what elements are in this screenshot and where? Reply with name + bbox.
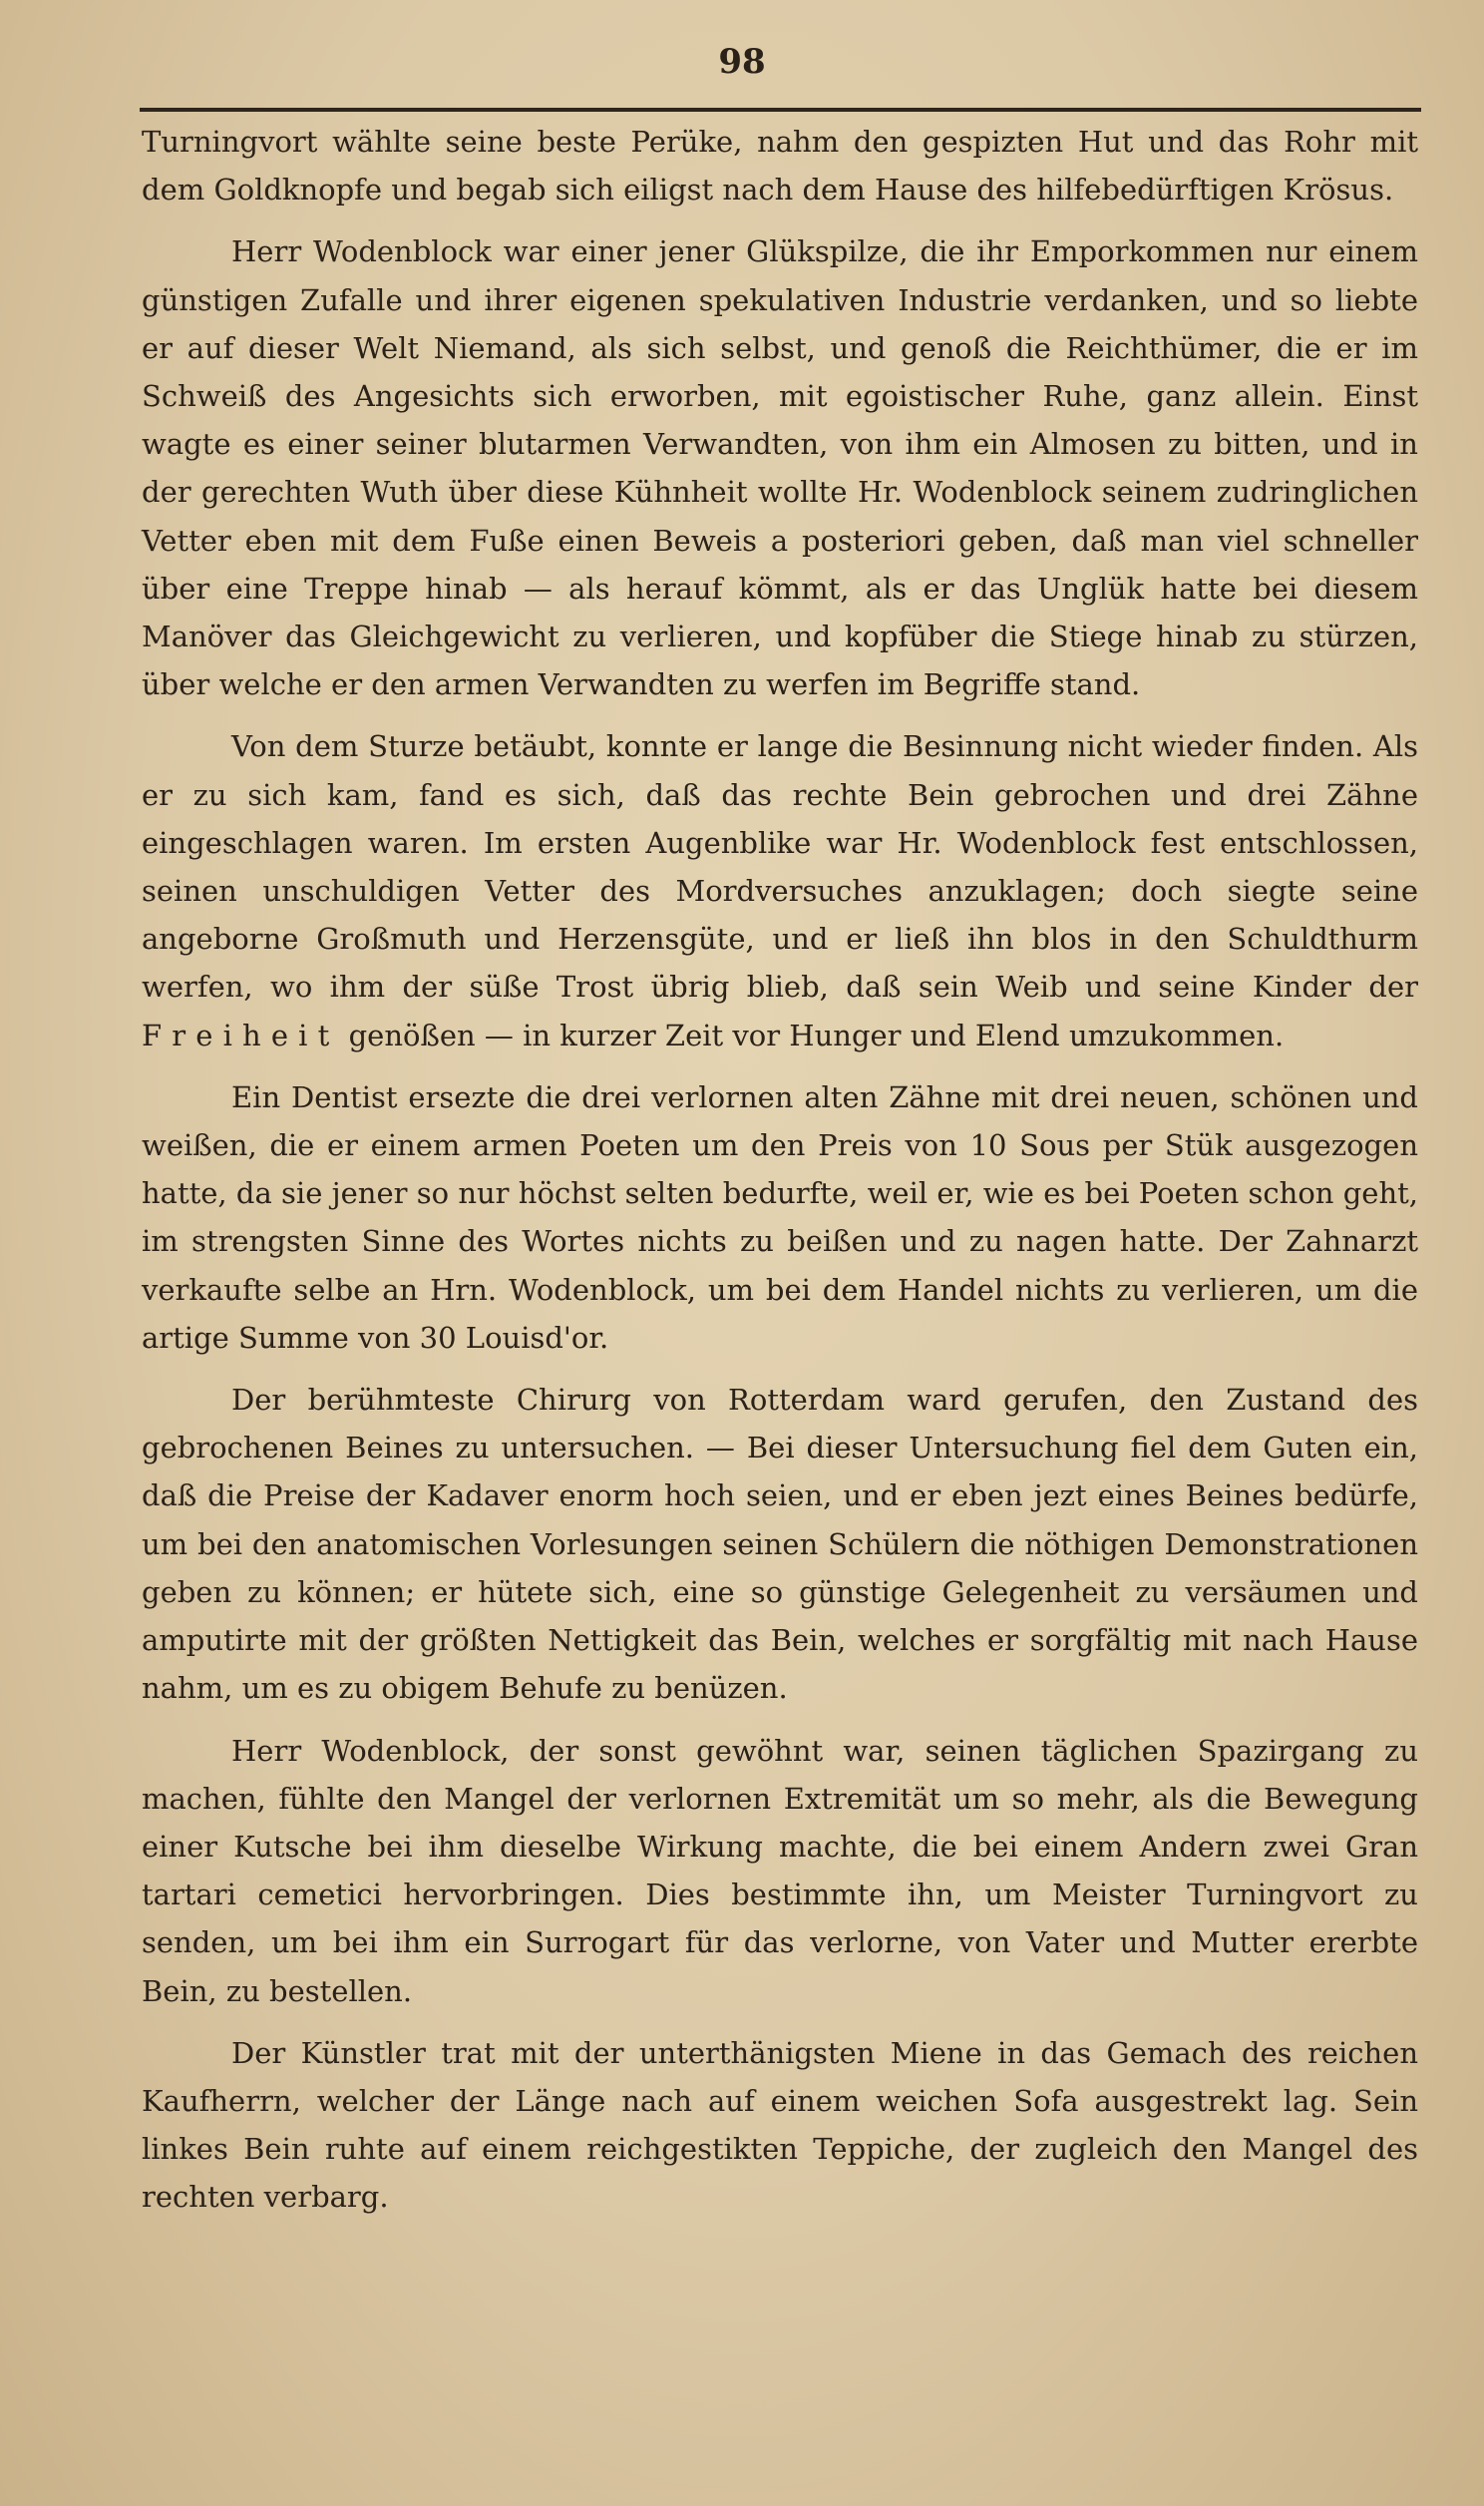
paragraph-5: Der berühmteste Chirurg von Rotterdam ward gerufen, den Zustand des gebrochenen Beines zu untersuchen. — Bei dieser Untersuchung fiel dem Guten ein, daß die Preise der Kadaver enorm hoch seien, und er eben jezt eines Beines bedürfe, um bei den anatomischen Vorlesungen seinen Schülern die nöthigen Demonstrationen geben zu können; er hütete sich, eine so günstige Gelegenheit zu versäumen und amputirte mit der größten Nettigkeit das Bein, welches er sorgfältig mit nach Hause nahm, um es zu obigem Behufe zu benüzen.: [142, 1383, 1418, 1706]
paragraph-6: Herr Wodenblock, der sonst gewöhnt war, seinen täglichen Spazirgang zu machen, fühlte den Mangel der verlornen Extremität um so mehr, als die Bewegung einer Kutsche bei ihm dieselbe Wirkung machte, die bei einem Andern zwei Gran tartari cemetici hervorbringen. Dies bestimmte ihn, um Meister Turningvort zu senden, um bei ihm ein Surrogart für das verlorne, von Vater und Mutter ererbte Bein, zu bestellen.: [142, 1733, 1418, 2008]
body-text: [142, 118, 1418, 2236]
page-number: 98: [718, 42, 766, 82]
paragraph-7: Der Künstler trat mit der unterthänigsten Miene in das Gemach des reichen Kaufherrn, welcher der Länge nach auf einem weichen Sofa ausgestrekt lag. Sein linkes Bein ruhte auf einem reichgestikten Teppiche, der zugleich den Mangel des rechten verbarg.: [142, 2035, 1418, 2215]
paragraph-3: [142, 722, 1418, 1058]
header-rule: [140, 108, 1421, 112]
paragraph-1: Turningvort wählte seine beste Perüke, nahm den gespizten Hut und das Rohr mit dem Goldknopfe und begab sich eiligst nach dem Hause des hilfebedürftigen Krösus.: [142, 125, 1418, 208]
paragraph-3-text: Von dem Sturze betäubt, konnte er lange die Besinnung nicht wieder finden. Als er zu sich kam, fand es sich, daß das rechte Bein gebrochen und drei Zähne eingeschlagen waren. Im ersten Augenblike war Hr. Wodenblock fest entschlossen, seinen unschuldigen Vetter des Mordversuches anzuklagen; doch siegte seine angeborne Großmuth und Herzensgüte, und er ließ ihn blos in den Schuldthurm werfen, wo ihm der süße Trost übrig blieb, daß sein Weib und seine Kinder der: [142, 729, 1418, 1005]
paragraph-4: Ein Dentist ersezte die drei verlornen alten Zähne mit drei neuen, schönen und weißen, die er einem armen Poeten um den Preis von 10 Sous per Stük ausgezogen hatte, da sie jener so nur höchst selten bedurfte, weil er, wie es bei Poeten schon geht, im strengsten Sinne des Wortes nichts zu beißen und zu nagen hatte. Der Zahnarzt verkaufte selbe an Hrn. Wodenblock, um bei dem Handel nichts zu verlieren, um die artige Summe von 30 Louisd'or.: [142, 1079, 1418, 1355]
paragraph-2: Herr Wodenblock war einer jener Glükspilze, die ihr Emporkommen nur einem günstigen Zufalle und ihrer eigenen spekulativen Industrie verdanken, und so liebte er auf dieser Welt Niemand, als sich selbst, und genoß die Reichthümer, die er im Schweiß des Angesichts sich erworben, mit egoistischer Ruhe, ganz allein. Einst wagte es einer seiner blutarmen Verwandten, von ihm ein Almosen zu bitten, und in der gerechten Wuth über diese Kühnheit wollte Hr. Wodenblock seinem zudringlichen Vetter eben mit dem Fuße einen Beweis a posteriori geben, daß man viel schneller über eine Treppe hinab — als herauf kömmt, als er das Unglük hatte bei diesem Manöver das Gleichgewicht zu verlieren, und kopfüber die Stiege hinab zu stürzen, über welche er den armen Verwandten zu werfen im Begriffe stand.: [142, 234, 1418, 702]
paragraph-3-after: genößen — in kurzer Zeit vor Hunger und Elend umzukommen.: [348, 1018, 1285, 1052]
paragraph-3-spaced-word: Freiheit: [142, 1018, 340, 1052]
